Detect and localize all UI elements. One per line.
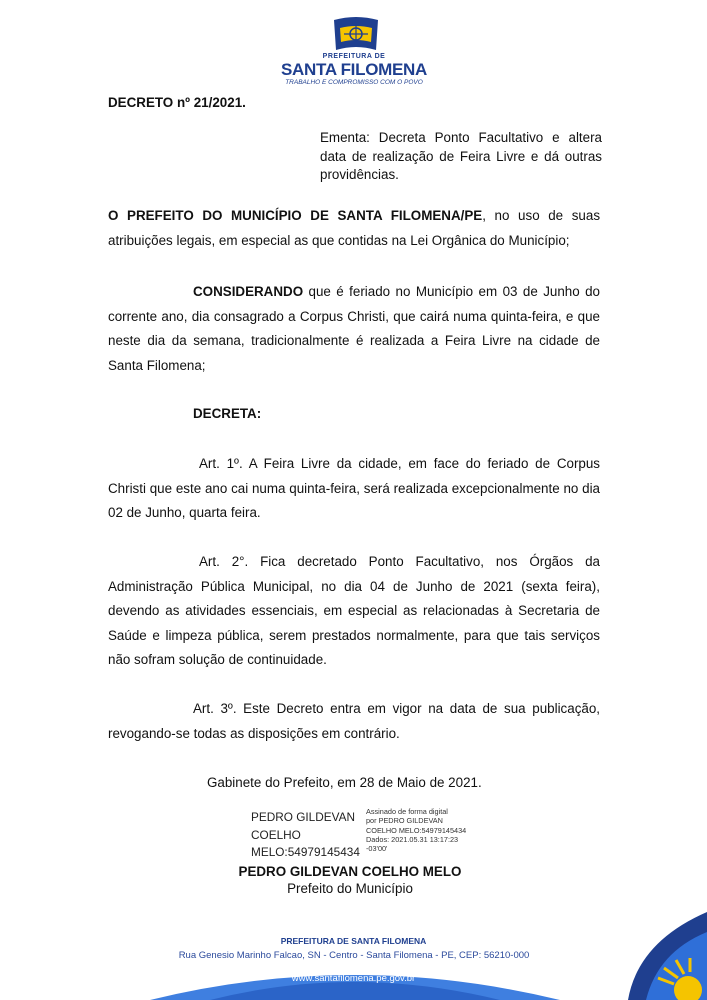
considerando-bold: CONSIDERANDO [193, 284, 304, 299]
considerando-text: que é feriado no Município em 03 de Junho do corrente ano, dia consagrado a Corpus Christi, que cairá numa quinta-feira, e que neste dia da semana, tradicionalmente é realizada a Feira Livre na cidade de Santa Filomena; [108, 284, 600, 373]
digital-sig-line: COELHO [251, 827, 301, 842]
digital-signature-note [366, 807, 466, 853]
decree-title: DECRETO nº 21/2021. [108, 95, 246, 110]
footer-address: Rua Genesio Marinho Falcao, SN - Centro - Santa Filomena - PE, CEP: 56210-000 [178, 950, 530, 961]
intro-bold: O PREFEITO DO MUNICÍPIO DE SANTA FILOMENA/PE [108, 208, 483, 223]
intro-text: , no uso de suas atribuições legais, em especial as que contidas na Lei Orgânica do Município; [108, 208, 601, 248]
logo-tagline: TRABALHO E COMPROMISSO COM O POVO [285, 79, 423, 86]
logo-org-name: SANTA FILOMENA [281, 60, 427, 79]
signer-name: PEDRO GILDEVAN COELHO MELO [238, 864, 462, 879]
sig-note-line: COELHO MELO:54979145434 [366, 825, 467, 835]
intro-paragraph [108, 204, 600, 253]
article-1-text: Art. 1º. A Feira Livre da cidade, em face do feriado de Corpus Christi que este ano cai numa quinta-feira, será realizada excepcionalmente no dia 02 de Junho, quarta feira. [108, 456, 600, 520]
digital-sig-line: PEDRO GILDEVAN [251, 810, 356, 824]
footer-title: PREFEITURA DE SANTA FILOMENA [280, 936, 427, 946]
logo-org-small: PREFEITURA DE [322, 53, 386, 60]
article-3-text: Art. 3º. Este Decreto entra em vigor na data de sua publicação, revogando-se todas as disposições em contrário. [108, 701, 600, 741]
article-1 [108, 452, 600, 526]
considerando-paragraph [108, 280, 600, 378]
digital-sig-line: MELO:54979145434 [251, 845, 360, 859]
signer-role: Prefeito do Município [287, 881, 413, 896]
footer-website-link[interactable]: www.santafilomena.pe.gov.br [291, 973, 416, 984]
sig-note-line: -03'00' [366, 844, 388, 854]
article-2 [108, 550, 600, 673]
gabinete-date: Gabinete do Prefeito, em 28 de Maio de 2021. [207, 775, 482, 790]
digital-signature-name [251, 809, 360, 862]
sig-note-line: Dados: 2021.05.31 13:17:23 [366, 834, 459, 844]
article-2-text: Art. 2°. Fica decretado Ponto Facultativo, nos Órgãos da Administração Pública Municipal, no dia 04 de Junho de 2021 (sexta feira), devendo as atividades essenciais, em especial as relacionadas à Secretaria de Saúde e limpeza pública, serem prestados normalmente, para que tais serviços não sofram solução de continuidade. [108, 554, 600, 667]
sig-note-line: Assinado de forma digital [366, 807, 448, 816]
municipal-flag-logo [330, 14, 382, 54]
sig-note-line: por PEDRO GILDEVAN [366, 816, 443, 826]
decree-ementa: Ementa: Decreta Ponto Facultativo e altera data de realização de Feira Livre e dá outras providências. [320, 130, 602, 182]
footer-sun-icon [628, 912, 707, 1000]
decreta-heading: DECRETA: [193, 406, 262, 421]
article-3 [108, 697, 600, 746]
